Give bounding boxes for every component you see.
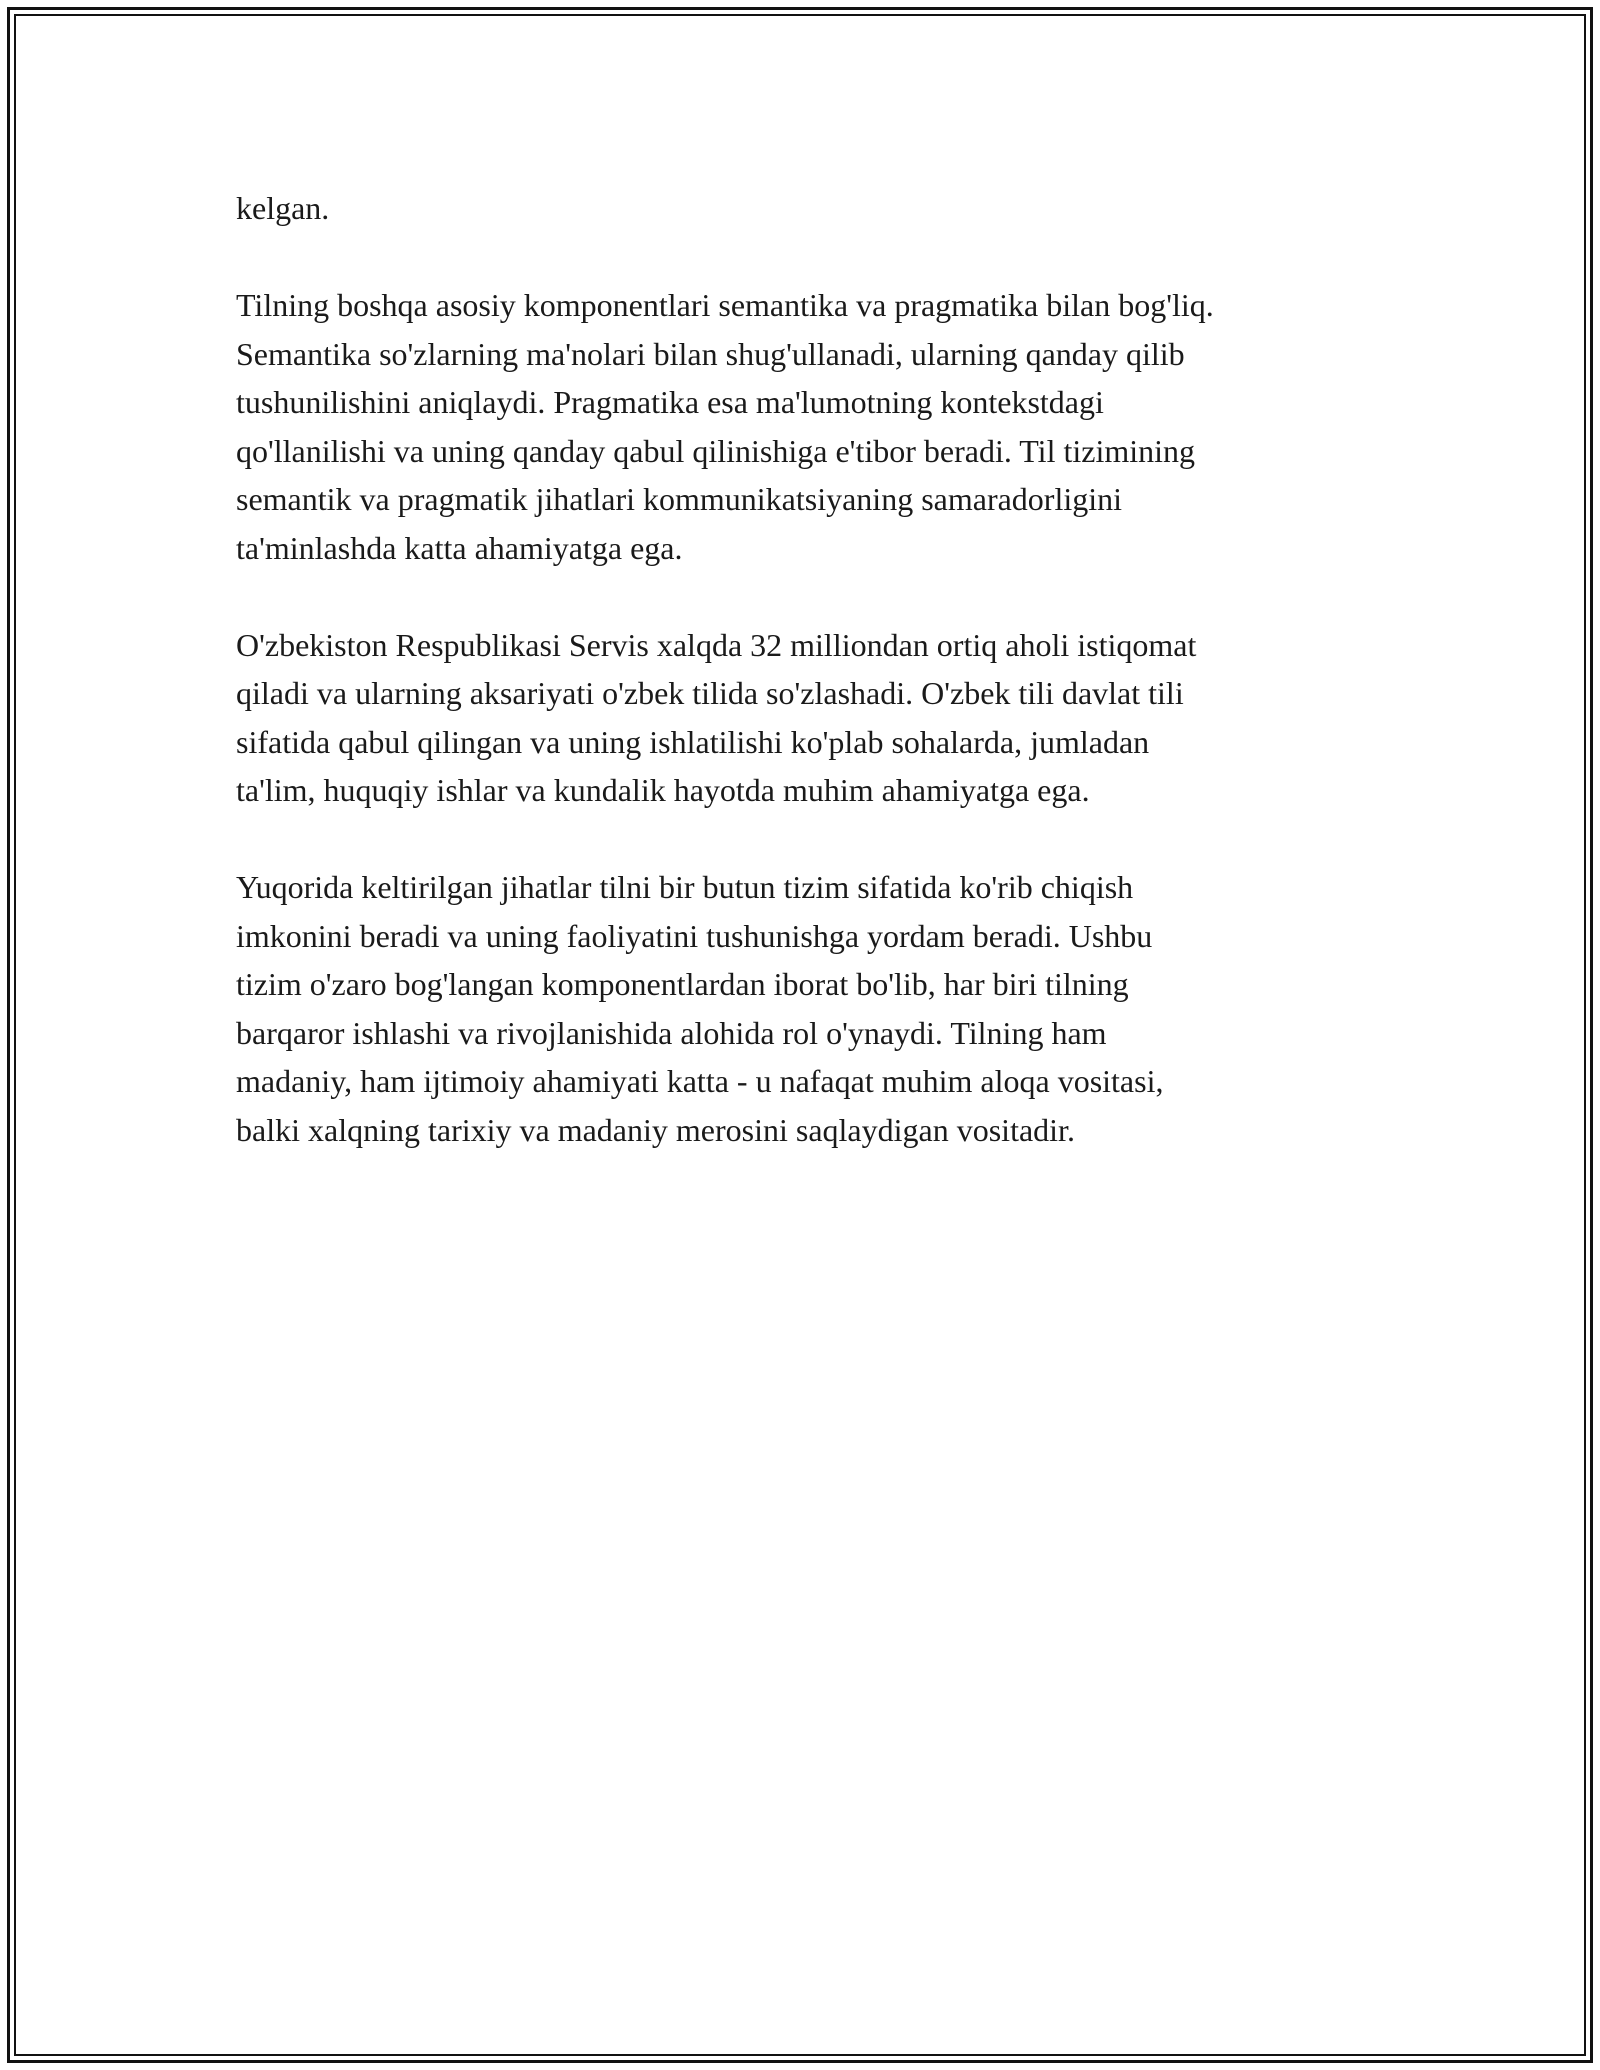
text-line: kelgan. [236,190,330,226]
text-line: semantik va pragmatik jihatlari kommunikatsiyaning samaradorligini [236,481,1123,517]
text-line: qo'llanilishi va uning qanday qabul qilinishiga e'tibor beradi. Til tizimining [236,432,1195,469]
text-line: Yuqorida keltirilgan jihatlar tilni bir butun tizim sifatida ko'rib chiqish [236,869,1134,905]
text-line: Semantika so'zlarning ma'nolari bilan shug'ullanadi, ularning qanday qilib [236,335,1185,372]
text-line: qiladi va ularning aksariyati o'zbek tilida so'zlashadi. O'zbek tili davlat tili [236,675,1184,711]
text-line: tizim o'zaro bog'langan komponentlardan iborat bo'lib, har biri tilning [236,966,1129,1002]
paragraph-2 [236,281,1386,572]
text-line: sifatida qabul qilingan va uning ishlatilishi ko'plab sohalarda, jumladan [236,723,1150,760]
text-line: ta'lim, huquqiy ishlar va kundalik hayotda muhim ahamiyatga ega. [236,772,1090,808]
text-line: madaniy, ham ijtimoiy ahamiyati katta - u nafaqat muhim aloqa vositasi, [236,1063,1164,1099]
text-line: Tilning boshqa asosiy komponentlari semantika va pragmatika bilan bog'liq. [236,287,1214,323]
paragraph-1 [236,184,1386,233]
text-line: imkonini beradi va uning faoliyatini tushunishga yordam beradi. Ushbu [236,917,1153,954]
text-line: balki xalqning tarixiy va madaniy merosini saqlaydigan vositadir. [236,1111,1075,1148]
paragraph-4 [236,863,1386,1154]
text-line: ta'minlashda katta ahamiyatga ega. [236,529,683,566]
paragraph-3 [236,621,1386,815]
text-line: tushunilishini aniqlaydi. Pragmatika esa ma'lumotning kontekstdagi [236,384,1104,420]
text-line: O'zbekiston Respublikasi Servis xalqda 32 milliondan ortiq aholi istiqomat [236,626,1197,663]
document-body [236,184,1386,1203]
text-line: barqaror ishlashi va rivojlanishida alohida rol o'ynaydi. Tilning ham [236,1014,1107,1051]
